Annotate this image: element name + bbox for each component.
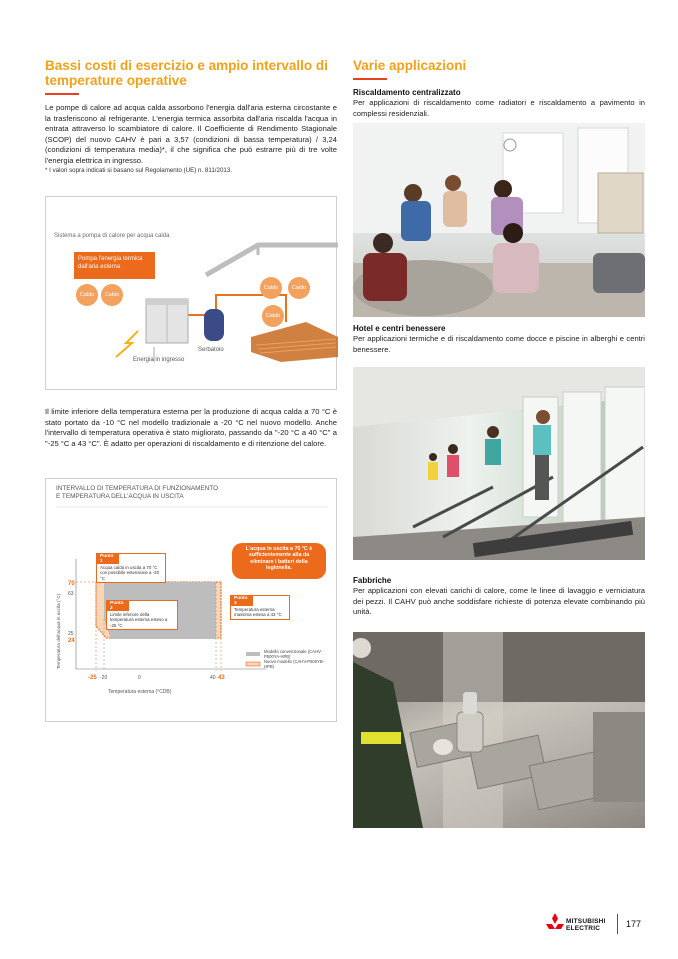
heat-dot: Caldo bbox=[76, 284, 98, 306]
section-factories bbox=[353, 576, 645, 618]
brand-line2: ELECTRIC bbox=[566, 925, 601, 932]
footnote: * I valori sopra indicati si basano sul Regolamento (UE) n. 811/2013. bbox=[45, 166, 232, 174]
footer-separator bbox=[617, 914, 618, 934]
photo-living-room bbox=[353, 123, 645, 317]
gym-illustration bbox=[353, 367, 645, 560]
brand-name bbox=[566, 918, 606, 932]
callout-outdoor-energy: Pompa l'energia termica dall'aria esterna bbox=[74, 252, 155, 279]
heat-dot: Caldo bbox=[288, 277, 310, 299]
paragraph-scop: Le pompe di calore ad acqua calda assorbono l'energia dall'aria esterna circostante e la trasferiscono al refrigerante. L'energia termica assorbita dall'aria riscalda l'acqua in entrata attraverso lo scambiatore di calore. Il Coefficiente di Rendimento Stagionale (SCOP) del nuovo CAHV è pari a 3,57 (condizioni di bassa temperatura) / 3,24 (condizioni di temperatura media)*, il che significa che può estrarre più di tre volte l'energia elettrica in ingresso. bbox=[45, 103, 337, 165]
chart-title-line1: INTERVALLO DI TEMPERATURA DI FUNZIONAMENTO bbox=[56, 485, 219, 492]
mitsubishi-logo-icon bbox=[545, 912, 565, 932]
y-tick-70: 70 bbox=[68, 581, 75, 587]
legend-swatch-new bbox=[246, 662, 260, 666]
legionella-callout: L'acqua in uscita a 70 °C è sufficientemente alta da eliminare i batteri della legionella. bbox=[245, 546, 313, 572]
heat-dot: Caldo bbox=[101, 284, 123, 306]
operating-range-chart bbox=[45, 478, 337, 722]
chart-plot bbox=[46, 479, 338, 723]
living-room-illustration bbox=[353, 123, 645, 317]
x-axis-label: Temperatura esterna (°CDB) bbox=[108, 689, 172, 695]
point1-box bbox=[96, 553, 166, 583]
point2-box bbox=[106, 600, 178, 630]
text-factories: Per applicazioni con elevati carichi di calore, come le linee di lavaggio e verniciatura dei pezzi. Il CAHV può anche soddisfare richieste di potenza elevate combinando più unità. bbox=[353, 586, 645, 617]
factory-illustration bbox=[353, 632, 645, 828]
photo-factory bbox=[353, 632, 645, 828]
point3-title: Punto 3 bbox=[231, 596, 253, 606]
x-tick-43: 43 bbox=[218, 675, 225, 681]
x-tick-minus20: -20 bbox=[100, 675, 108, 681]
left-column bbox=[45, 58, 337, 175]
section-hotel bbox=[353, 324, 645, 355]
point2-title: Punto 2 bbox=[107, 601, 129, 611]
energy-input-label: Energia in ingresso bbox=[133, 357, 185, 363]
photo-gym bbox=[353, 367, 645, 560]
legend-conventional: Modello convenzionale (CAHV-P500YA-HPB) bbox=[264, 649, 322, 659]
y-tick-24: 24 bbox=[68, 638, 75, 644]
brand-line1: MITSUBISHI bbox=[566, 918, 606, 925]
subtitle-centralized-heating: Riscaldamento centralizzato bbox=[353, 88, 461, 97]
page-number: 177 bbox=[626, 919, 642, 929]
heat-dot: Caldo bbox=[262, 305, 284, 327]
point3-text: Temperatura esterna massima estesa a 43 °C bbox=[234, 607, 282, 618]
text-hotel: Per applicazioni termiche e di riscaldamento come docce e piscine in alberghi e centri benessere. bbox=[353, 334, 645, 354]
y-axis-label: Temperatura dell'acqua in uscita (°C) bbox=[56, 593, 61, 669]
title-rule bbox=[45, 93, 79, 95]
point1-text: Acqua calda in uscita a 70 °C con possibile estensione a -20 °C bbox=[100, 565, 160, 581]
paragraph-temperature-range: Il limite inferiore della temperatura esterna per la produzione di acqua calda a 70 °C è stato portato da -10 °C nel modello tradizionale a -20 °C nel nuovo modello. Anche l'intervallo di temperatura operativa è stato migliorato, passando da "-20 °C a 40 °C" a "-25 °C a 43 °C". È adatto per operazioni di riscaldamento e di ritenzione del calore. bbox=[45, 407, 337, 448]
diagram-title: Sistema a pompa di calore per acqua calda bbox=[54, 233, 170, 239]
x-tick-40: 40 bbox=[210, 675, 216, 681]
point3-box bbox=[230, 595, 290, 620]
y-tick-63: 63 bbox=[68, 591, 74, 597]
point2-text: Limite inferiore della temperatura esterna esteso a -25 °C bbox=[110, 612, 168, 628]
y-tick-25: 25 bbox=[68, 631, 74, 637]
chart-title-line2: E TEMPERATURA DELL'ACQUA IN USCITA bbox=[56, 493, 184, 500]
section-title-costs: Bassi costi di esercizio e ampio intervallo di temperature operative bbox=[45, 58, 328, 88]
x-tick-0: 0 bbox=[138, 675, 141, 681]
point1-title: Punto 1 bbox=[97, 554, 119, 564]
legend-new: Nuovo modello (CAHV-P500YB-HPB) bbox=[264, 659, 325, 669]
x-tick-minus25: -25 bbox=[88, 675, 97, 681]
text-centralized-heating: Per applicazioni di riscaldamento come radiatori e riscaldamento a pavimento in complessi residenziali. bbox=[353, 98, 645, 118]
subtitle-factories: Fabbriche bbox=[353, 576, 392, 585]
heat-pump-system-diagram bbox=[45, 196, 337, 390]
tank-label: Serbatoio bbox=[198, 347, 224, 353]
right-column bbox=[353, 58, 645, 119]
section-title-applications: Varie applicazioni bbox=[353, 58, 467, 73]
subtitle-hotel: Hotel e centri benessere bbox=[353, 324, 446, 333]
legend-swatch-conventional bbox=[246, 652, 260, 656]
heat-dot: Caldo bbox=[260, 277, 282, 299]
title-rule bbox=[353, 78, 387, 80]
